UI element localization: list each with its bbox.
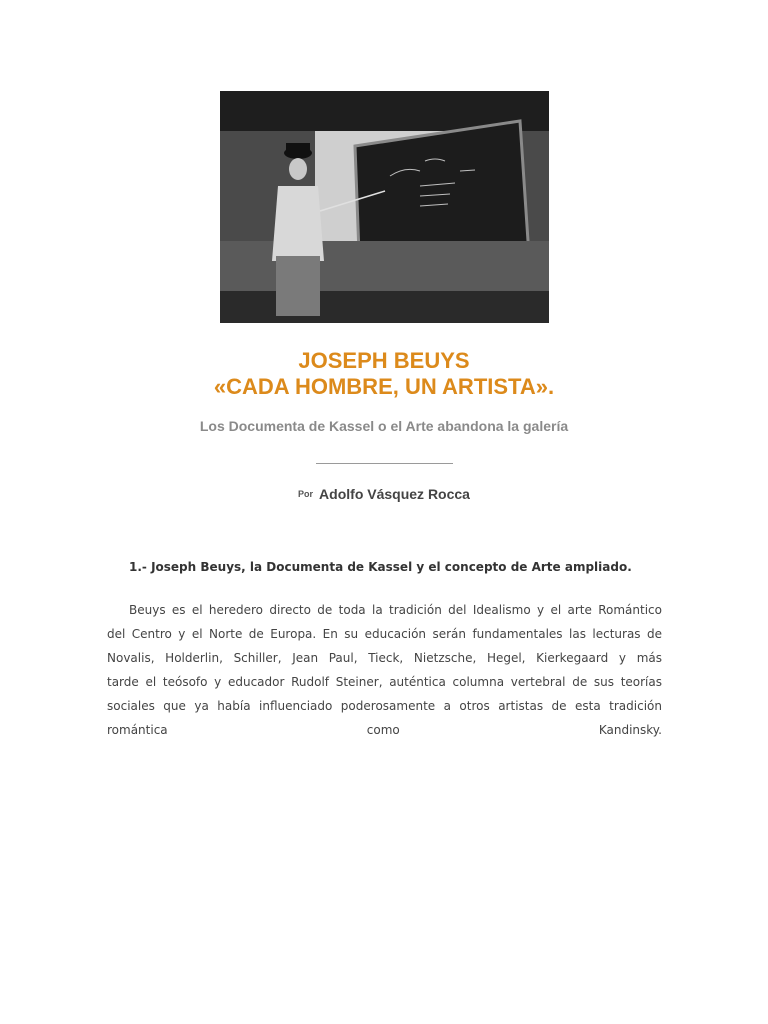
byline bbox=[0, 485, 768, 503]
paragraph-line: Beuys es el heredero directo de toda la tradición del Idealismo y el arte Romántico bbox=[129, 603, 662, 617]
divider bbox=[316, 463, 453, 464]
title-line-2: «CADA HOMBRE, UN ARTISTA». bbox=[213, 374, 555, 399]
paragraph-line: tarde el teósofo y educador Rudolf Steiner, auténtica columna vertebral de sus teorías bbox=[107, 675, 662, 689]
subtitle: Los Documenta de Kassel o el Arte abandona la galería bbox=[199, 418, 569, 434]
paragraph-line: romántica como Kandinsky. bbox=[107, 723, 662, 737]
paragraph-line: del Centro y el Norte de Europa. En su educación serán fundamentales las lecturas de bbox=[107, 627, 662, 641]
paragraph-line: sociales que ya había influenciado poderosamente a otros artistas de esta tradición bbox=[107, 699, 662, 713]
body-paragraph bbox=[107, 598, 662, 742]
title-line-1: JOSEPH BEUYS bbox=[298, 348, 470, 373]
photo-illustration bbox=[220, 91, 549, 323]
section-heading: 1.- Joseph Beuys, la Documenta de Kassel y el concepto de Arte ampliado. bbox=[129, 560, 632, 574]
byline-author: Adolfo Vásquez Rocca bbox=[319, 485, 470, 502]
byline-prefix: Por bbox=[298, 488, 314, 499]
paragraph-line: Novalis, Holderlin, Schiller, Jean Paul, Tieck, Nietzsche, Hegel, Kierkegaard y más bbox=[107, 651, 662, 665]
header-photo bbox=[220, 91, 549, 323]
